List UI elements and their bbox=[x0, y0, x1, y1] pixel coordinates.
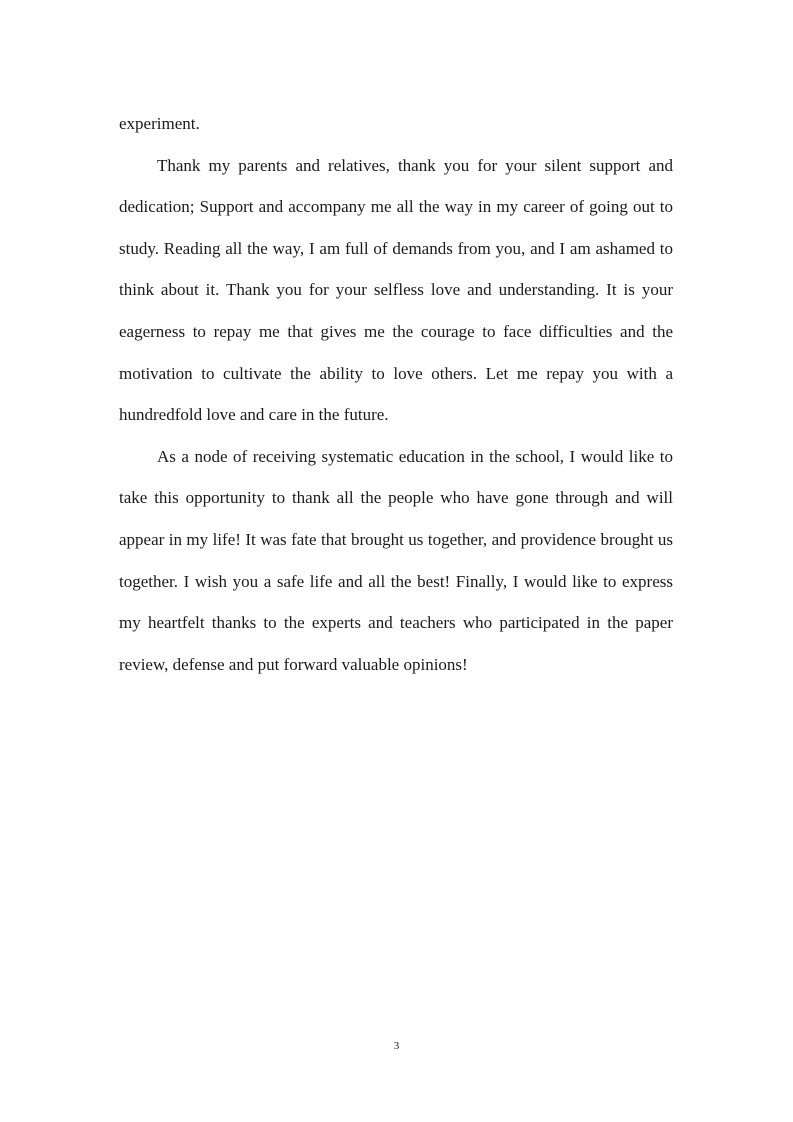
paragraph-continuation: experiment. bbox=[119, 114, 200, 133]
body-text bbox=[119, 103, 673, 685]
page-number: 3 bbox=[393, 1040, 400, 1052]
paragraph-thanks-parents: Thank my parents and relatives, thank you for your silent support and dedication; Support and accompany me all the way in my career of going out to study. Reading all the way, I am full of demands from you, and I am ashamed to think about it. Thank you for your selfless love and understanding. It is your eagerness to repay me that gives me the courage to face difficulties and the motivation to cultivate the ability to love others. Let me repay you with a hundredfold love and care in the future. bbox=[119, 155, 673, 425]
paragraph-thanks-everyone: As a node of receiving systematic education in the school, I would like to take this opportunity to thank all the people who have gone through and will appear in my life! It was fate that brought us together, and providence brought us together. I wish you a safe life and all the best! Finally, I would like to express my heartfelt thanks to the experts and teachers who participated in the paper review, defense and put forward valuable opinions! bbox=[119, 446, 673, 674]
